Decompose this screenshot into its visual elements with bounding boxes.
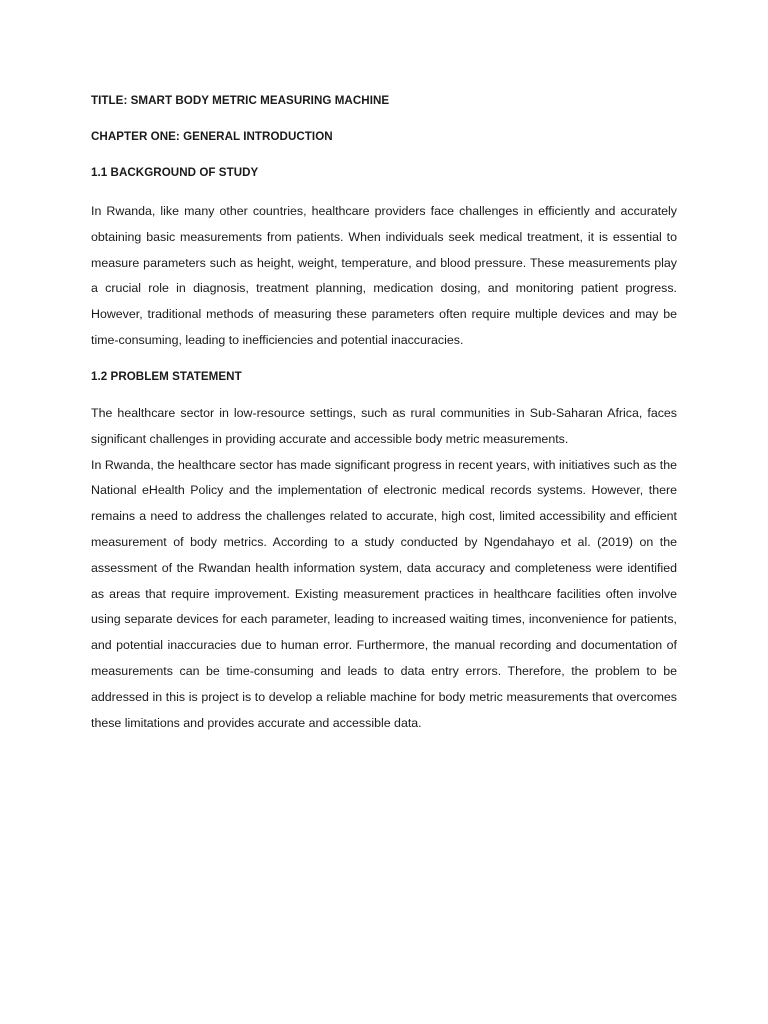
section-body-problem-statement <box>91 401 677 736</box>
section-body-background <box>91 199 677 354</box>
section-heading-problem-statement: 1.2 PROBLEM STATEMENT <box>91 370 242 383</box>
document-title: TITLE: SMART BODY METRIC MEASURING MACHINE <box>91 94 390 107</box>
problem-paragraph-1: The healthcare sector in low-resource settings, such as rural communities in Sub-Saharan Africa, faces significant challenges in providing accurate and accessible body metric measurements. <box>91 406 677 446</box>
chapter-heading: CHAPTER ONE: GENERAL INTRODUCTION <box>91 130 333 143</box>
section-heading-background: 1.1 BACKGROUND OF STUDY <box>91 166 259 179</box>
problem-paragraph-2: In Rwanda, the healthcare sector has made significant progress in recent years, with initiatives such as the National eHealth Policy and the implementation of electronic medical records systems. However, there remains a need to address the challenges related to accurate, high cost, limited accessibility and efficient measurement of body metrics. According to a study conducted by Ngendahayo et al. (2019) on the assessment of the Rwandan health information system, data accuracy and completeness were identified as areas that require improvement. Existing measurement practices in healthcare facilities often involve using separate devices for each parameter, leading to increased waiting times, inconvenience for patients, and potential inaccuracies due to human error. Furthermore, the manual recording and documentation of measurements can be time-consuming and leads to data entry errors. Therefore, the problem to be addressed in this is project is to develop a reliable machine for body metric measurements that overcomes these limitations and provides accurate and accessible data. <box>91 457 677 730</box>
background-paragraph: In Rwanda, like many other countries, healthcare providers face challenges in efficiently and accurately obtaining basic measurements from patients. When individuals seek medical treatment, it is essential to measure parameters such as height, weight, temperature, and blood pressure. These measurements play a crucial role in diagnosis, treatment planning, medication dosing, and monitoring patient progress. However, traditional methods of measuring these parameters often require multiple devices and may be time-consuming, leading to inefficiencies and potential inaccuracies. <box>91 204 677 347</box>
